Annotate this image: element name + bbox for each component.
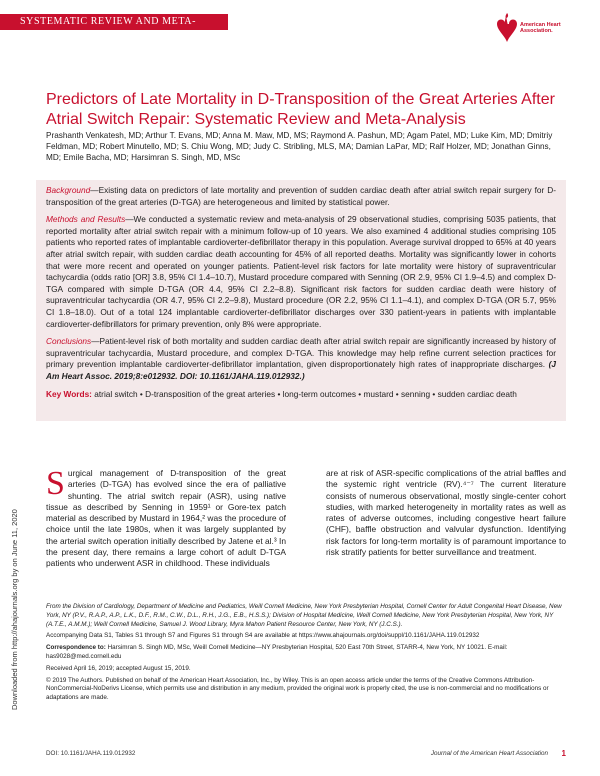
author-list: Prashanth Venkatesh, MD; Arthur T. Evans, MD; Anna M. Maw, MD, MS; Raymond A. Pashun, MD; Agam Patel, MD; Luke Kim, MD; Dmitriy Feldman, MD; Robert Minutello, MD; S. Chiu Wong, MD; Judy C. Stribling, MLS, MA; Damian LaPar, MD; Ralf Holzer, MD; Jonathan Ginns, MD; Emile Bacha, MD; Harsimran S. Singh, MD, MSc <box>46 131 553 162</box>
download-watermark: Downloaded from http://ahajournals.org by on June 11, 2020 <box>10 509 19 710</box>
citation: (J Am Heart Assoc. 2019;8:e012932. DOI: 10.1161/JAHA.119.012932.) <box>46 359 556 381</box>
keywords-label: Key Words: <box>46 388 92 399</box>
body-column-left <box>46 465 286 570</box>
received-dates: Received April 16, 2019; accepted August 15, 2019. <box>46 664 191 672</box>
conclusions-label: Conclusions <box>46 336 92 347</box>
affiliations: From the Division of Cardiology, Department of Medicine and Pediatrics, Weill Cornell Medicine, New York Presbyterian Hospital, Cornell Center for Adult Congenital Heart Disease, New York, NY (P.V., R.A.P., A.P., L.K., D.F., R.M., C.W., D.L., R.H., J.G., E.B., H.S.S.); Division of Hospital Medicine, Weill Cornell Medicine, New York Presbyterian Hospital, New York, NY (A.T.E., A.M.M.); Weill Cornell Medicine, Samuel J. Wood Library, Myra Mahon Patient Resource Center, New York, NY (J.C.S.). <box>46 603 562 628</box>
abstract-background <box>46 185 556 208</box>
footer-doi: DOI: 10.1161/JAHA.119.012932 <box>46 750 136 757</box>
body-text-left: urgical management of D-transposition of the great arteries (D-TGA) has evolved since the era of palliative shunting. The atrial switch repair (ASR), using native tissue as described by Senning in 1959¹ or Gore-tex patch material as described by Mustard in 1964,² was the procedure of choice until the late 1980s, when it was largely supplanted by the arterial switch operation initially described by Jatene et al.³ In the present day, there remains a large cohort of adult D-TGA patients who underwent ASR in childhood. These individuals <box>46 468 286 569</box>
section-label: SYSTEMATIC REVIEW AND META-ANALYSIS <box>0 14 228 30</box>
body-text-right: are at risk of ASR-specific complications of the atrial baffles and the systemic right ventricle (RV).⁴⁻⁷ The current literature consists of numerous observational, mostly single-center cohort studies, with marked heterogeneity in mortality rates as well as rates of adverse outcomes, including congestive heart failure (CHF), baffle obstruction and valvular dysfunction. Identifying risk factors for long-term mortality is of paramount importance to risk stratify patients for better surveillance and treatment. <box>326 468 566 558</box>
keywords-text: atrial switch • D-transposition of the great arteries • long-term outcomes • mustard • senning • sudden cardiac death <box>94 388 517 399</box>
article-title: Predictors of Late Mortality in D-Transposition of the Great Arteries After Atrial Switch Repair: Systematic Review and Meta-Analysis <box>46 91 555 128</box>
drop-cap: S <box>46 465 65 502</box>
abstract-conclusions <box>46 336 556 382</box>
footer-journal: Journal of the American Heart Association <box>430 750 548 757</box>
methods-text: —We conducted a systematic review and meta-analysis of 29 observational studies, comprising 5035 patients, that reported mortality after atrial switch repair with a minimum follow-up of 10 years. We also examined 4 additional studies comprising 105 patients who reported rates of implantable cardioverter-defibrillator therapy in this population. Average survival dropped to 65% at 40 years after atrial switch repair, with sudden cardiac death accounting for 45% of all reported deaths. Mortality was significantly lower in cohorts that were more recent and operated on younger patients. Patient-level risk factors for late mortality were history of supraventricular tachycardia (odds ratio [OR] 3.8, 95% CI 1.4–10.7), Mustard procedure compared with Senning (OR 2.9, 95% CI 1.9–4.5) and complex D-TGA compared with simple D-TGA (OR 4.4, 95% CI 2.2–8.8). Significant risk factors for sudden cardiac death were history of supraventricular tachycardia (OR 4.7, 95% CI 2.2–9.8), Mustard procedure (OR 2.2, 95% CI 1.1–4.1), and complex D-TGA (OR 5.7, 95% CI 1.8–18.0). Out of a total 124 implantable cardioverter-defibrillator discharges over 330 patient-years in patients with implantable cardioverter-defibrillators for primary prevention, only 8% were appropriate. <box>46 214 556 329</box>
correspondence-text: Harsimran S. Singh MD, MSc, Weill Cornell Medicine—NY Presbyterian Hospital, 520 East 70th Street, STARR-4, New York, NY 10021. E-mail: has9028@med.cornell.edu <box>46 644 508 660</box>
conclusions-text: —Patient-level risk of both mortality and sudden cardiac death after atrial switch repair are significantly increased by history of supraventricular tachycardia, Mustard procedure, and complex D-TGA. This knowledge may help refine current selection practices for primary prevention implantable cardioverter-defibrillator implantation, given disproportionately high rates of inappropriate discharges. <box>46 336 556 370</box>
correspondence-label: Correspondence to: <box>46 644 106 652</box>
page-number: 1 <box>561 749 566 758</box>
abstract-methods <box>46 214 556 330</box>
supplement-note: Accompanying Data S1, Tables S1 through S7 and Figures S1 through S4 are available at https://www.ahajournals.org/doi/suppl/10.1161/JAHA.119.012932 <box>46 632 480 640</box>
aha-logo-text: American Heart Association. <box>520 22 561 34</box>
abstract <box>36 180 566 421</box>
keywords <box>46 389 556 401</box>
footnotes <box>46 603 566 706</box>
background-text: —Existing data on predictors of late mortality and prevention of sudden cardiac death after atrial switch repair surgery for D-transposition of the great arteries (D-TGA) are heterogeneous and limited by statistical power. <box>46 185 556 207</box>
body-column-right <box>326 468 566 558</box>
correspondence <box>46 644 566 662</box>
background-label: Background <box>46 185 91 195</box>
copyright: © 2019 The Authors. Published on behalf of the American Heart Association, Inc., by Wiley. This is an open access article under the terms of the Creative Commons Attribution-NonCommercial-NoDerivs License, which permits use and distribution in any medium, provided the original work is properly cited, the use is non-commercial and no modifications or adaptations are made. <box>46 676 549 702</box>
methods-label: Methods and Results <box>46 214 126 225</box>
